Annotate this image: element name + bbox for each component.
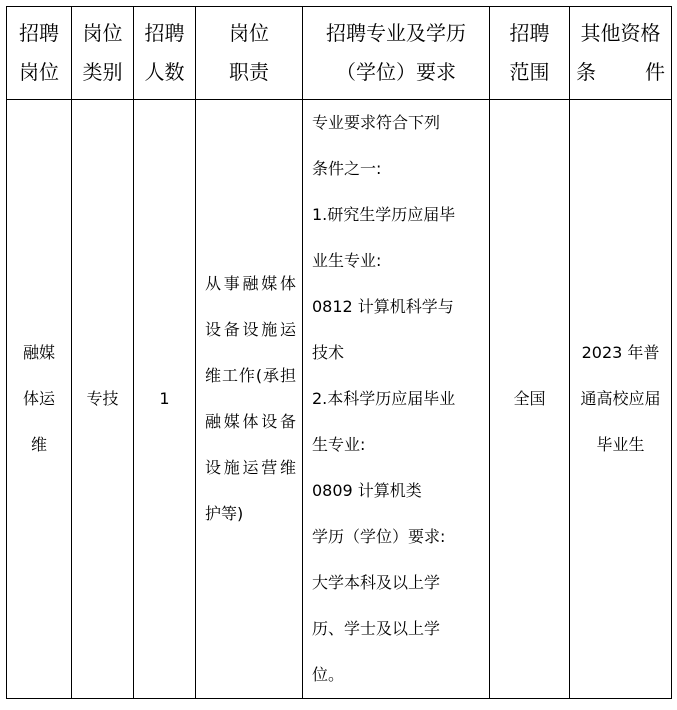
position-value: 融媒体运维 [22, 343, 55, 454]
header-scope [490, 7, 570, 100]
major-line: 业生专业: [312, 251, 382, 270]
header-major-line1: 招聘专业及学历 [326, 21, 466, 45]
header-major-line2: （学位）要求 [336, 60, 456, 84]
header-position-line1: 招聘 [19, 21, 59, 45]
major-line: 0809 计算机类 [312, 481, 422, 500]
category-value: 专技 [86, 389, 119, 408]
header-major [303, 7, 490, 100]
cell-duty [196, 100, 303, 699]
cell-category [72, 100, 134, 699]
header-scope-line1: 招聘 [509, 21, 550, 45]
header-count-line1: 招聘 [144, 21, 185, 45]
cell-scope [490, 100, 570, 699]
table-row [7, 100, 672, 699]
major-line: 技术 [312, 343, 345, 362]
header-other-char1: 条 [576, 60, 596, 84]
major-line: 1.研究生学历应届毕 [312, 205, 456, 224]
major-line: 历、学士及以上学 [312, 619, 441, 638]
header-other [570, 7, 672, 100]
scope-value: 全国 [513, 389, 546, 408]
header-other-line1: 其他资格 [580, 21, 661, 45]
major-line: 0812 计算机科学与 [312, 297, 454, 316]
header-scope-line2: 范围 [509, 60, 550, 84]
header-duty [196, 7, 303, 100]
count-value: 1 [159, 389, 170, 408]
cell-other [570, 100, 672, 699]
header-duty-line1: 岗位 [229, 21, 269, 45]
major-line: 生专业: [312, 435, 366, 454]
header-category [72, 7, 134, 100]
header-category-line1: 岗位 [82, 21, 123, 45]
header-other-char2: 件 [645, 60, 665, 84]
cell-major [303, 100, 490, 699]
header-count [134, 7, 196, 100]
header-position-line2: 岗位 [19, 60, 59, 84]
header-category-line2: 类别 [82, 60, 123, 84]
other-value: 2023 年普通高校应届毕业生 [580, 343, 661, 454]
major-line: 条件之一: [312, 159, 382, 178]
cell-count [134, 100, 196, 699]
major-line: 学历（学位）要求: [312, 527, 446, 546]
header-row [7, 7, 672, 100]
header-other-line2 [576, 53, 665, 92]
major-line: 大学本科及以上学 [312, 573, 441, 592]
header-duty-line2: 职责 [229, 60, 269, 84]
major-requirements [312, 100, 483, 698]
major-line: 专业要求符合下列 [312, 113, 441, 132]
major-line: 位。 [312, 665, 345, 684]
major-line: 2.本科学历应届毕业 [312, 389, 456, 408]
recruitment-table [6, 6, 672, 699]
duty-value: 从事融媒体设备设施运维工作(承担融媒体设备设施运营维护等) [205, 274, 296, 523]
cell-position [7, 100, 72, 699]
header-position [7, 7, 72, 100]
header-count-line2: 人数 [144, 60, 185, 84]
